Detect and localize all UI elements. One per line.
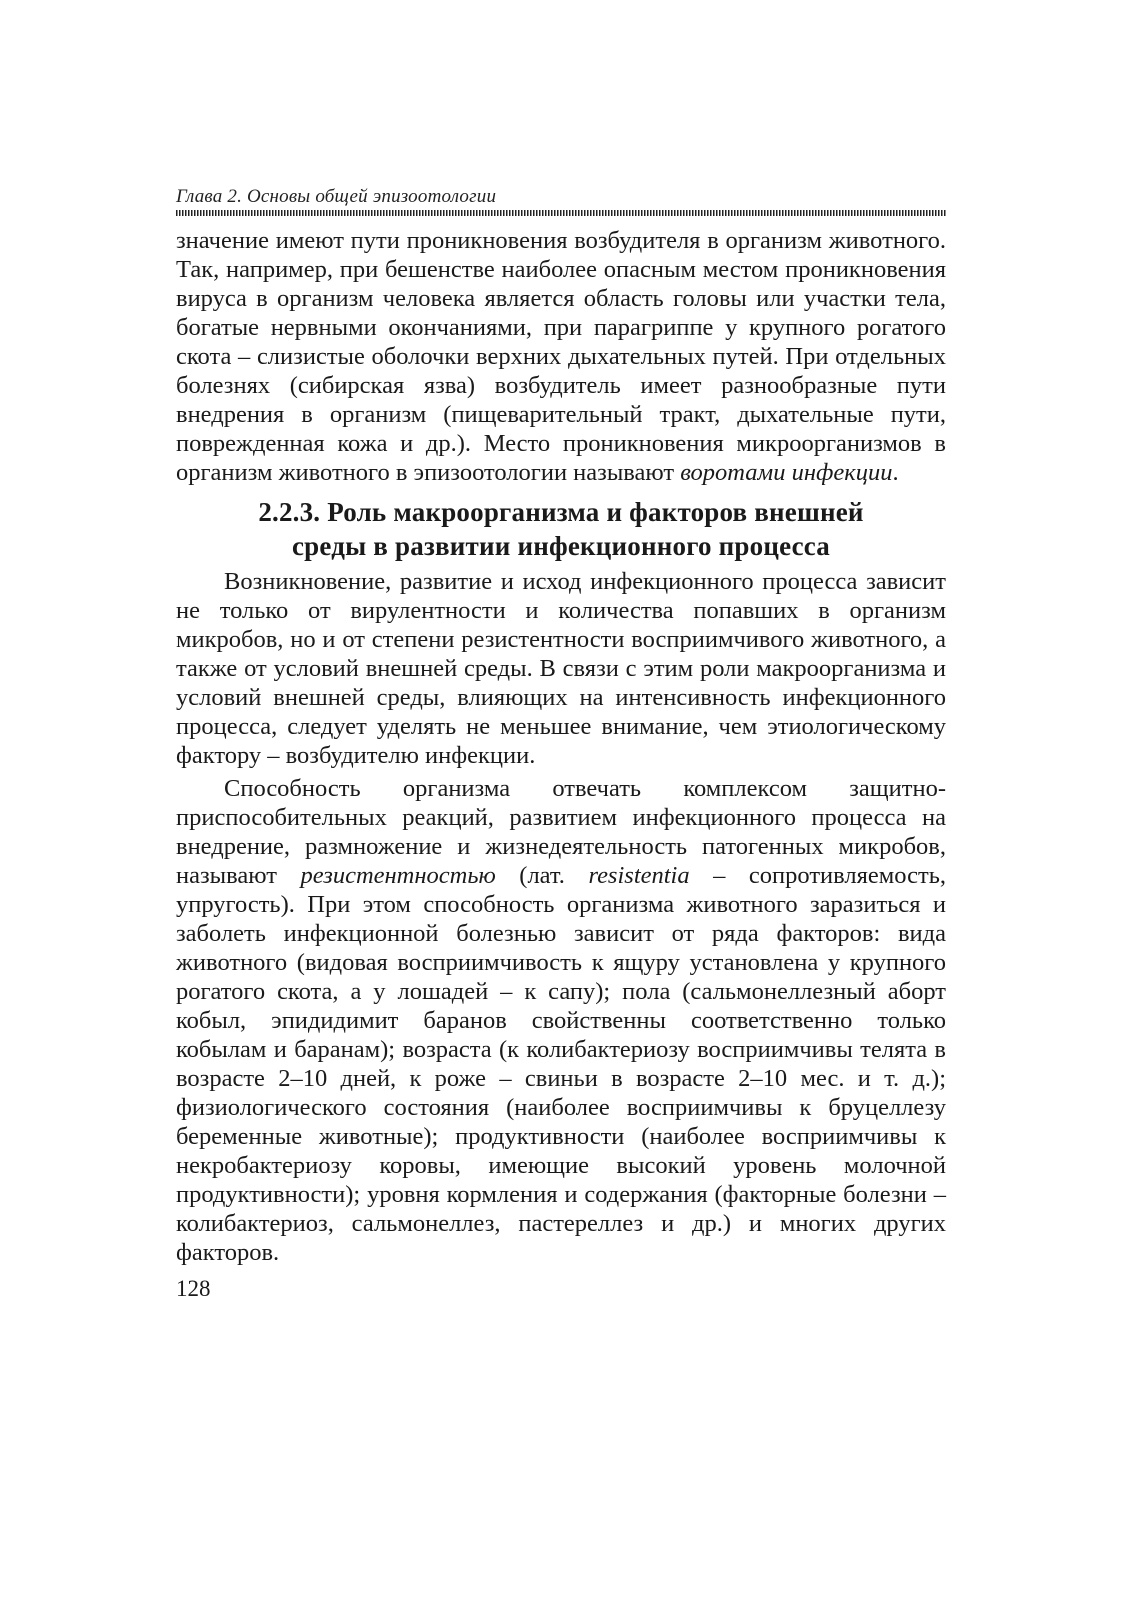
running-head: Глава 2. Основы общей эпизоотологии (176, 186, 497, 207)
term-resistance: резистентностью (300, 862, 496, 889)
paragraph-3-rest: – сопротивляемость, упругость). При этом способность организма животного заразиться и заболеть инфекционной болезнью зависит от ряда факторов: вида животного (видовая восприимчивость к ящуру установлена у крупного рогатого скота, а у лошадей – к сапу); пола (сальмонеллезный аборт кобыл, эпидидимит баранов свойственны соответственно только кобылам и баранам); возраста (к колибактериозу восприимчивы телята в возрасте 2–10 дней, к роже – свиньи в возрасте 2–10 мес. и т. д.); физиологического состояния (наиболее восприимчивы к бруцеллезу беременные животные); продуктивности (наиболее восприимчивы к некробактериозу коровы, имеющие высокий уровень молочной продуктивности); уровня кормления и содержания (факторные болезни – колибактериоз, сальмонеллез, пастереллез и др.) и многих других факторов. (176, 862, 946, 1266)
header-rule (176, 210, 946, 216)
book-page (176, 186, 946, 1303)
body-text (176, 226, 946, 1267)
section-heading-line-2: среды в развитии инфекционного процесса (291, 531, 831, 561)
paragraph-3-start: Способность организма отвечать комплексом защитно-приспособительных реакций, развитием инфекционного процесса на внедрение, размножение и жизнедеятельность патогенных микробов, называют (176, 775, 946, 889)
section-heading (196, 495, 926, 563)
paragraph-1-end: . (892, 459, 899, 486)
paragraph-continuation (176, 226, 946, 487)
page-number: 128 (176, 1276, 211, 1301)
paragraph-2: Возникновение, развитие и исход инфекционного процесса зависит не только от вирулентности и количества попавших в организм микробов, но и от степени резистентности восприимчивого животного, а также от условий внешней среды. В связи с этим роли макроорганизма и условий внешней среды, влияющих на интенсивность инфекционного процесса, следует уделять не меньшее внимание, чем этиологическому фактору – возбудителю инфекции. (176, 568, 946, 769)
section-heading-line-1: 2.2.3. Роль макроорганизма и факторов внешней (258, 497, 864, 527)
paragraph-1-text: значение имеют пути проникновения возбудителя в организм животного. Так, например, при бешенстве наиболее опасным местом проникновения вируса в организм человека является область головы или участки тела, богатые нервными окончаниями, при парагриппе у крупного рогатого скота – слизистые оболочки верхних дыхательных путей. При отдельных болезнях (сибирская язва) возбудитель имеет разнообразные пути внедрения в организм (пищеварительный тракт, дыхательные пути, поврежденная кожа и др.). Место проникновения микроорганизмов в организм животного в эпизоотологии называют (176, 227, 946, 486)
term-infection-gate: воротами инфекции (680, 459, 893, 486)
paragraph-3-middle: (лат. (495, 862, 589, 889)
latin-term: resistentia (588, 862, 690, 889)
paragraph-3 (176, 774, 946, 1267)
